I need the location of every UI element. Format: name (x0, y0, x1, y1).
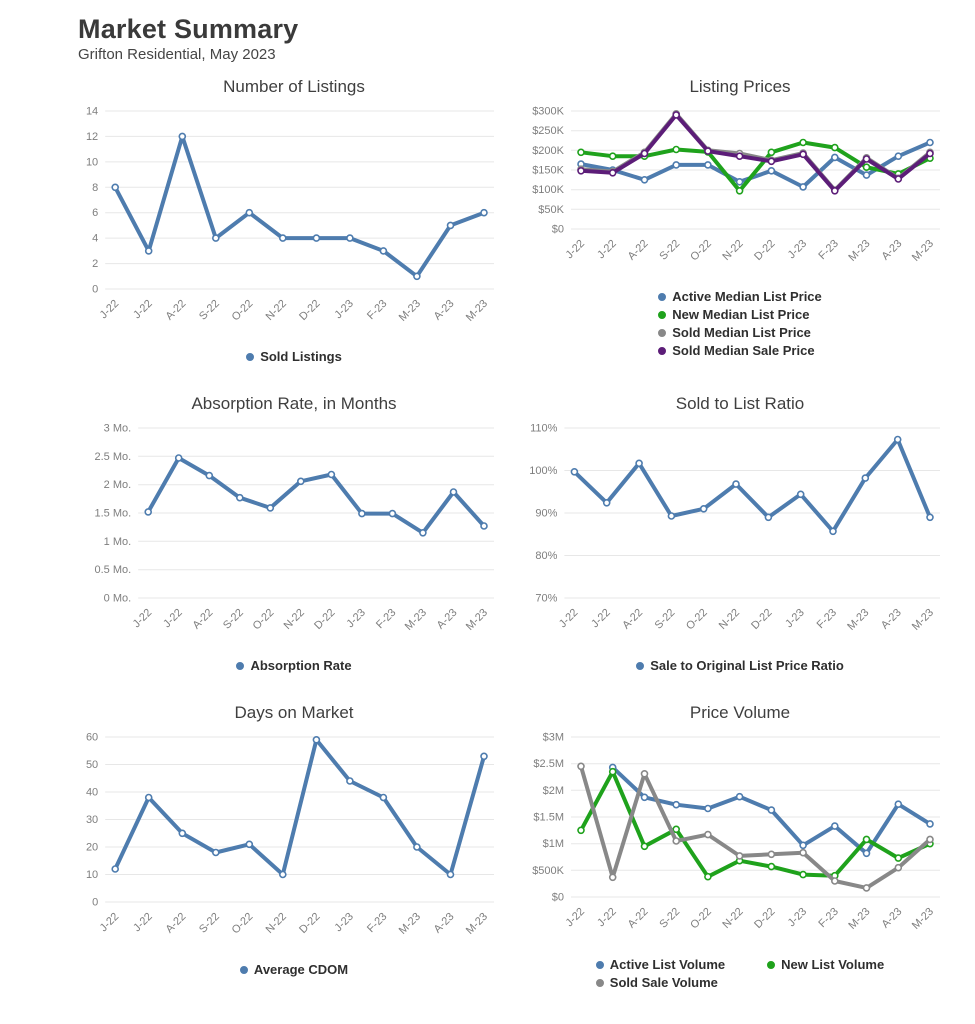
data-point-marker (800, 872, 806, 878)
data-point-marker (112, 184, 118, 190)
data-point-marker (705, 832, 711, 838)
data-point-marker (895, 153, 901, 159)
data-point-marker (179, 830, 185, 836)
x-axis-tick-label: A-22 (163, 910, 189, 936)
series-marker-icon (596, 979, 604, 987)
data-point-marker (610, 170, 616, 176)
data-point-marker (800, 151, 806, 157)
chart-legend (524, 289, 956, 358)
data-point-marker (380, 795, 386, 801)
x-axis-tick-label: M-23 (846, 905, 873, 932)
x-axis-tick-label: F-23 (814, 606, 840, 632)
x-axis-tick-label: F-23 (816, 905, 841, 931)
x-axis-tick-label: A-23 (879, 905, 905, 931)
data-point-marker (673, 112, 679, 118)
chart-listing-prices (524, 77, 956, 364)
data-point-marker (705, 806, 711, 812)
data-point-marker (246, 841, 252, 847)
data-point-marker (800, 850, 806, 856)
series-marker-icon (636, 662, 644, 670)
y-axis-tick-label: 10 (85, 156, 99, 169)
data-point-marker (213, 235, 219, 241)
legend-item (240, 962, 348, 977)
x-axis-tick-label: S-22 (657, 905, 683, 931)
data-point-marker (642, 771, 648, 777)
data-point-marker (927, 821, 933, 827)
data-point-marker (798, 491, 804, 497)
x-axis-tick-label: J-23 (344, 606, 369, 631)
x-axis-tick-label: N-22 (720, 905, 746, 932)
y-axis-tick-label: 0 Mo. (103, 592, 132, 605)
data-point-marker (830, 528, 836, 534)
x-axis-tick-label: A-22 (620, 606, 646, 632)
y-axis-tick-label: 12 (85, 130, 99, 143)
data-point-marker (705, 148, 711, 154)
y-axis-tick-label: 10 (85, 869, 99, 882)
x-axis-tick-label: A-23 (431, 297, 457, 323)
data-point-marker (895, 176, 901, 182)
y-axis-tick-label: 2.5 Mo. (94, 450, 132, 463)
chart-title: Number of Listings (223, 77, 365, 97)
data-point-marker (420, 530, 426, 536)
chart-number-of-listings (78, 77, 510, 364)
data-point-marker (832, 154, 838, 160)
data-point-marker (451, 489, 457, 495)
data-point-marker (206, 473, 212, 479)
legend-label: New List Volume (781, 957, 885, 973)
y-axis-tick-label: 60 (85, 731, 99, 744)
line-chart (78, 727, 510, 960)
data-point-marker (481, 523, 487, 529)
series-marker-icon (246, 353, 254, 361)
x-axis-tick-label: M-23 (402, 606, 430, 633)
y-axis-tick-label: 3 Mo. (103, 422, 132, 435)
legend-label: Sold Sale Volume (609, 975, 718, 991)
data-point-marker (768, 807, 774, 813)
data-point-marker (864, 172, 870, 178)
data-point-marker (610, 153, 616, 159)
y-axis-tick-label: $100K (532, 184, 564, 197)
x-axis-tick-label: J-23 (785, 905, 810, 930)
y-axis-tick-label: 2 (92, 258, 99, 271)
x-axis-tick-label: F-23 (374, 606, 399, 632)
x-axis-tick-label: M-23 (463, 910, 491, 937)
x-axis-tick-label: D-22 (312, 606, 338, 633)
series-line (115, 136, 484, 276)
x-axis-tick-label: J-22 (563, 237, 588, 262)
data-point-marker (642, 794, 648, 800)
x-axis-tick-label: F-23 (365, 910, 390, 936)
data-point-marker (832, 878, 838, 884)
line-chart (524, 418, 956, 656)
chart-title: Price Volume (689, 703, 791, 723)
data-point-marker (673, 802, 679, 808)
data-point-marker (927, 140, 933, 146)
data-point-marker (800, 140, 806, 146)
data-point-marker (895, 865, 901, 871)
series-marker-icon (658, 347, 666, 355)
legend-item (236, 658, 351, 673)
series-line (581, 114, 930, 190)
legend-item (658, 289, 822, 304)
data-point-marker (895, 437, 901, 443)
data-point-marker (737, 853, 743, 859)
data-point-marker (737, 188, 743, 194)
y-axis-tick-label: 30 (85, 814, 99, 827)
data-point-marker (768, 864, 774, 870)
legend-item (658, 343, 814, 358)
legend-label: New Median List Price (672, 307, 810, 323)
x-axis-tick-label: J-22 (131, 297, 155, 322)
x-axis-tick-label: A-22 (625, 905, 651, 931)
legend-item (658, 325, 811, 340)
x-axis-tick-label: S-22 (220, 606, 246, 632)
series-line (115, 740, 484, 875)
x-axis-tick-label: A-23 (878, 606, 904, 632)
x-axis-tick-label: D-22 (749, 606, 775, 633)
legend-item (658, 307, 809, 322)
x-axis-tick-label: S-22 (652, 606, 678, 632)
data-point-marker (673, 162, 679, 168)
data-point-marker (895, 855, 901, 861)
x-axis-tick-label: O-22 (688, 905, 715, 932)
data-point-marker (610, 874, 616, 880)
y-axis-tick-label: $0 (551, 891, 564, 904)
x-axis-tick-label: N-22 (263, 910, 289, 937)
x-axis-tick-label: D-22 (752, 905, 778, 932)
data-point-marker (604, 500, 610, 506)
x-axis-tick-label: A-22 (163, 297, 189, 323)
x-axis-tick-label: O-22 (250, 606, 277, 633)
legend-label: Sale to Original List Price Ratio (650, 658, 844, 674)
x-axis-tick-label: J-22 (595, 905, 619, 930)
data-point-marker (832, 823, 838, 829)
data-point-marker (642, 151, 648, 157)
x-axis-tick-label: O-22 (688, 237, 715, 264)
data-point-marker (642, 843, 648, 849)
data-point-marker (359, 511, 365, 517)
data-point-marker (927, 151, 933, 157)
legend-label: Sold Listings (260, 349, 342, 365)
y-axis-tick-label: 0 (92, 896, 99, 909)
y-axis-tick-label: 1 Mo. (103, 535, 132, 548)
x-axis-tick-label: D-22 (752, 237, 778, 264)
series-marker-icon (658, 311, 666, 319)
x-axis-tick-label: J-22 (589, 606, 613, 631)
y-axis-tick-label: $500K (532, 864, 564, 877)
y-axis-tick-label: $3M (542, 731, 564, 744)
y-axis-tick-label: $1.5M (533, 811, 564, 824)
x-axis-tick-label: D-22 (297, 297, 323, 324)
data-point-marker (414, 844, 420, 850)
y-axis-tick-label: 0.5 Mo. (94, 564, 132, 577)
data-point-marker (112, 866, 118, 872)
x-axis-tick-label: M-23 (846, 237, 873, 264)
chart-days-on-market (78, 703, 510, 990)
x-axis-tick-label: J-23 (783, 606, 807, 631)
legend-item (596, 957, 725, 972)
data-point-marker (800, 184, 806, 190)
legend-item (767, 957, 884, 972)
y-axis-tick-label: 8 (92, 181, 99, 194)
y-axis-tick-label: 4 (92, 232, 99, 245)
data-point-marker (313, 235, 319, 241)
data-point-marker (636, 460, 642, 466)
data-point-marker (862, 475, 868, 481)
chart-legend (524, 957, 956, 990)
report-header (78, 14, 957, 63)
data-point-marker (414, 273, 420, 279)
data-point-marker (673, 826, 679, 832)
series-marker-icon (236, 662, 244, 670)
chart-absorption-rate (78, 394, 510, 673)
x-axis-tick-label: O-22 (684, 606, 710, 633)
x-axis-tick-label: A-22 (625, 237, 651, 263)
data-point-marker (927, 514, 933, 520)
data-point-marker (578, 827, 584, 833)
data-point-marker (146, 248, 152, 254)
data-point-marker (448, 222, 454, 228)
legend-label: Active Median List Price (672, 289, 822, 305)
x-axis-tick-label: M-23 (396, 910, 424, 937)
line-chart (524, 727, 956, 955)
y-axis-tick-label: $250K (532, 125, 564, 138)
x-axis-tick-label: J-22 (130, 606, 155, 631)
y-axis-tick-label: 50 (85, 759, 99, 772)
x-axis-tick-label: J-22 (556, 606, 581, 631)
x-axis-tick-label: N-22 (281, 606, 307, 633)
y-axis-tick-label: 110% (530, 422, 558, 435)
data-point-marker (668, 513, 674, 519)
data-point-marker (832, 188, 838, 194)
x-axis-tick-label: S-22 (657, 237, 683, 263)
data-point-marker (280, 872, 286, 878)
data-point-marker (642, 177, 648, 183)
x-axis-tick-label: J-23 (785, 237, 810, 262)
data-point-marker (864, 836, 870, 842)
y-axis-tick-label: 100% (529, 465, 558, 478)
legend-label: Sold Median Sale Price (672, 343, 815, 359)
y-axis-tick-label: 20 (85, 841, 99, 854)
series-line (148, 458, 484, 533)
data-point-marker (246, 210, 252, 216)
x-axis-tick-label: N-22 (720, 237, 746, 264)
x-axis-tick-label: J-22 (595, 237, 619, 262)
data-point-marker (737, 794, 743, 800)
x-axis-tick-label: M-23 (845, 606, 872, 633)
y-axis-tick-label: 0 (92, 283, 99, 296)
data-point-marker (298, 478, 304, 484)
data-point-marker (380, 248, 386, 254)
data-point-marker (705, 874, 711, 880)
data-point-marker (737, 153, 743, 159)
data-point-marker (864, 885, 870, 891)
data-point-marker (578, 168, 584, 174)
y-axis-tick-label: 2 Mo. (103, 479, 132, 492)
data-point-marker (737, 179, 743, 185)
x-axis-tick-label: M-23 (463, 606, 491, 633)
data-point-marker (768, 851, 774, 857)
y-axis-tick-label: $50K (538, 203, 564, 216)
data-point-marker (146, 795, 152, 801)
legend-label: Absorption Rate (250, 658, 352, 674)
data-point-marker (864, 164, 870, 170)
x-axis-tick-label: A-23 (431, 910, 457, 936)
data-point-marker (571, 469, 577, 475)
data-point-marker (733, 481, 739, 487)
x-axis-tick-label: M-23 (396, 297, 424, 324)
chart-legend (524, 658, 956, 673)
chart-legend (78, 962, 510, 977)
y-axis-tick-label: 70% (535, 592, 558, 605)
x-axis-tick-label: J-22 (161, 606, 185, 631)
y-axis-tick-label: 6 (92, 207, 99, 220)
data-point-marker (768, 149, 774, 155)
data-point-marker (145, 509, 151, 515)
x-axis-tick-label: J-23 (332, 297, 357, 322)
y-axis-tick-label: 14 (85, 105, 99, 118)
y-axis-tick-label: 90% (535, 507, 558, 520)
x-axis-tick-label: F-23 (365, 297, 390, 323)
data-point-marker (481, 210, 487, 216)
series-marker-icon (240, 966, 248, 974)
data-point-marker (213, 850, 219, 856)
y-axis-tick-label: $2.5M (533, 758, 564, 771)
data-point-marker (927, 836, 933, 842)
series-line (581, 115, 930, 191)
line-chart (78, 418, 510, 656)
y-axis-tick-label: 80% (535, 550, 558, 563)
data-point-marker (610, 769, 616, 775)
x-axis-tick-label: J-22 (97, 297, 122, 322)
x-axis-tick-label: D-22 (297, 910, 323, 937)
y-axis-tick-label: $300K (532, 105, 564, 118)
data-point-marker (328, 472, 334, 478)
data-point-marker (237, 495, 243, 501)
chart-title: Listing Prices (689, 77, 791, 97)
x-axis-tick-label: O-22 (229, 297, 256, 324)
x-axis-tick-label: J-23 (332, 910, 357, 935)
chart-title: Sold to List Ratio (675, 394, 805, 414)
x-axis-tick-label: N-22 (263, 297, 289, 324)
x-axis-tick-label: F-23 (816, 237, 841, 263)
x-axis-tick-label: M-23 (909, 237, 937, 264)
data-point-marker (864, 156, 870, 162)
data-point-marker (673, 838, 679, 844)
chart-price-volume (524, 703, 956, 990)
series-line (574, 440, 930, 532)
chart-sold-to-list-ratio (524, 394, 956, 673)
series-marker-icon (596, 961, 604, 969)
x-axis-tick-label: M-23 (909, 905, 937, 932)
x-axis-tick-label: A-23 (879, 237, 905, 263)
legend-label: Sold Median List Price (672, 325, 811, 341)
legend-item (596, 975, 718, 990)
data-point-marker (313, 737, 319, 743)
data-point-marker (267, 505, 273, 511)
series-marker-icon (767, 961, 775, 969)
line-chart (524, 101, 956, 287)
data-point-marker (347, 778, 353, 784)
legend-item (636, 658, 844, 673)
data-point-marker (701, 506, 707, 512)
page-subtitle: Grifton Residential, May 2023 (78, 46, 276, 64)
charts-grid (78, 77, 957, 990)
page-title: Market Summary (78, 14, 299, 44)
x-axis-tick-label: J-22 (97, 910, 122, 935)
x-axis-tick-label: S-22 (196, 910, 222, 936)
chart-title: Absorption Rate, in Months (191, 394, 397, 414)
x-axis-tick-label: J-22 (563, 905, 588, 930)
chart-legend (78, 658, 510, 673)
x-axis-tick-label: J-22 (131, 910, 155, 935)
legend-item (246, 349, 342, 364)
y-axis-tick-label: $2M (542, 784, 564, 797)
data-point-marker (895, 801, 901, 807)
data-point-marker (481, 753, 487, 759)
x-axis-tick-label: A-22 (190, 606, 216, 632)
data-point-marker (176, 455, 182, 461)
data-point-marker (768, 158, 774, 164)
data-point-marker (347, 235, 353, 241)
data-point-marker (800, 842, 806, 848)
y-axis-tick-label: 40 (85, 786, 99, 799)
data-point-marker (179, 133, 185, 139)
y-axis-tick-label: 1.5 Mo. (94, 507, 132, 520)
data-point-marker (768, 168, 774, 174)
data-point-marker (673, 147, 679, 153)
x-axis-tick-label: S-22 (196, 297, 222, 323)
y-axis-tick-label: $0 (551, 223, 564, 236)
data-point-marker (578, 149, 584, 155)
data-point-marker (832, 145, 838, 151)
data-point-marker (705, 162, 711, 168)
x-axis-tick-label: M-23 (909, 606, 937, 633)
y-axis-tick-label: $150K (532, 164, 564, 177)
x-axis-tick-label: O-22 (229, 910, 256, 937)
chart-title: Days on Market (234, 703, 354, 723)
data-point-marker (389, 511, 395, 517)
chart-legend (78, 349, 510, 364)
y-axis-tick-label: $1M (542, 838, 564, 851)
data-point-marker (765, 514, 771, 520)
y-axis-tick-label: $200K (532, 144, 564, 157)
data-point-marker (448, 872, 454, 878)
data-point-marker (578, 763, 584, 769)
x-axis-tick-label: A-23 (434, 606, 460, 632)
x-axis-tick-label: M-23 (463, 297, 491, 324)
legend-label: Average CDOM (253, 962, 349, 978)
legend-label: Active List Volume (609, 957, 726, 973)
series-marker-icon (658, 293, 666, 301)
line-chart (78, 101, 510, 347)
data-point-marker (280, 235, 286, 241)
x-axis-tick-label: N-22 (716, 606, 743, 633)
data-point-marker (864, 850, 870, 856)
series-marker-icon (658, 329, 666, 337)
